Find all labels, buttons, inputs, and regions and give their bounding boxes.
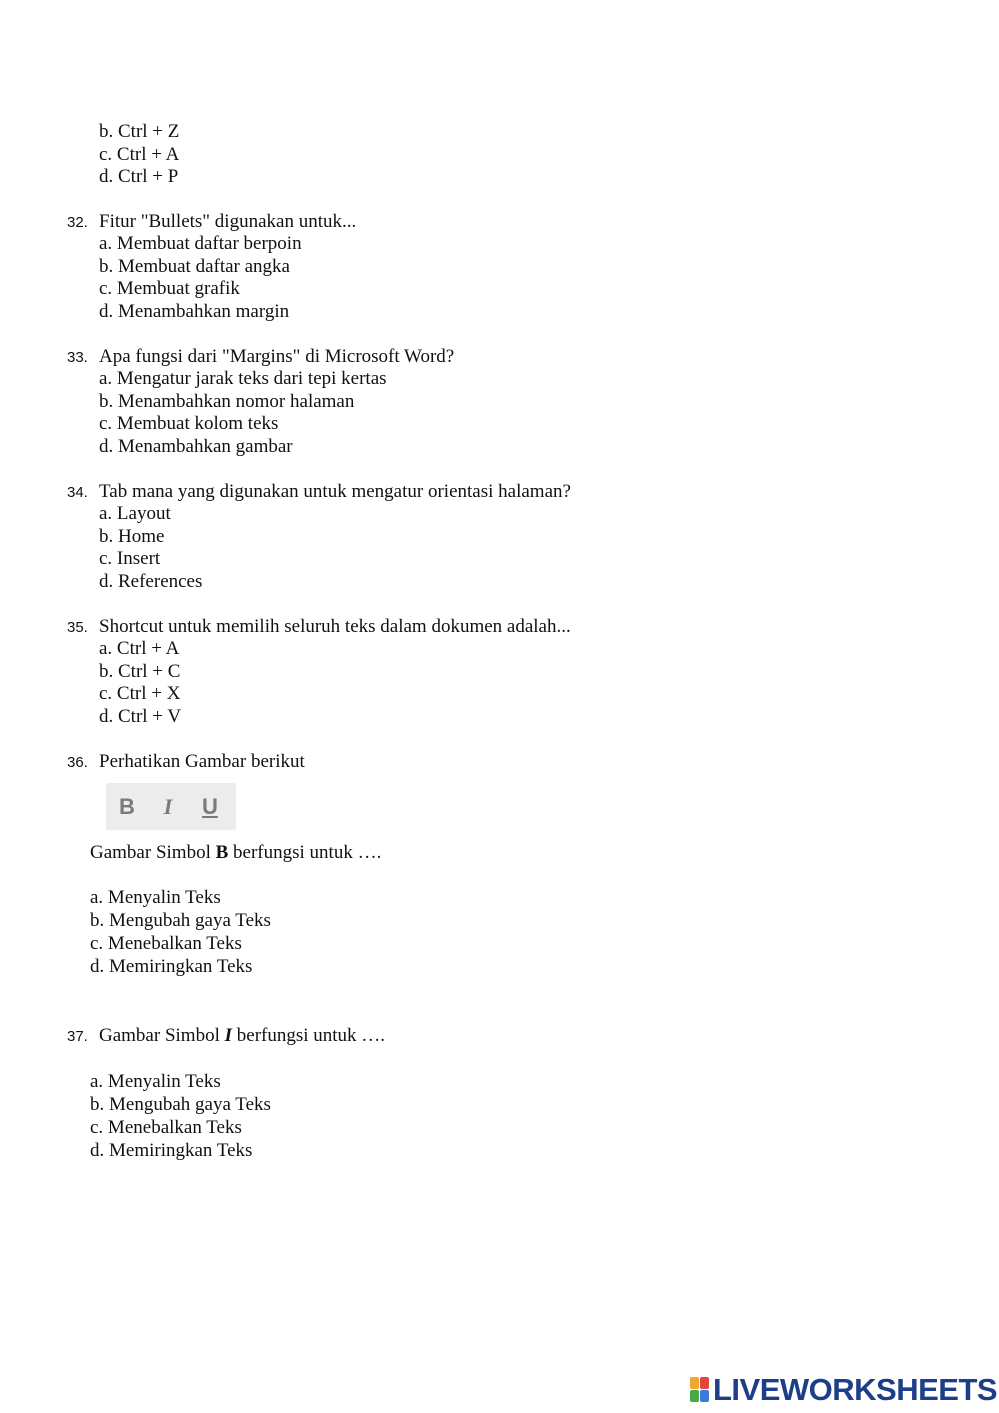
option: a. Membuat daftar berpoin: [99, 233, 302, 254]
question-prompt: Gambar Simbol B berfungsi untuk ….: [90, 842, 382, 863]
option: c. Menebalkan Teks: [90, 933, 242, 954]
logo-icon: [690, 1377, 710, 1403]
option: d. Memiringkan Teks: [90, 1140, 253, 1161]
option: a. Mengatur jarak teks dari tepi kertas: [99, 368, 387, 389]
question-number: 36.: [67, 754, 88, 771]
liveworksheets-logo: [690, 1374, 997, 1406]
option: c. Ctrl + A: [99, 144, 180, 165]
question-number: 33.: [67, 349, 88, 366]
question-number: 35.: [67, 619, 88, 636]
option: b. Ctrl + C: [99, 661, 181, 682]
option: d. References: [99, 571, 203, 592]
option: c. Ctrl + X: [99, 683, 181, 704]
option: a. Menyalin Teks: [90, 887, 221, 908]
question-text: Tab mana yang digunakan untuk mengatur orientasi halaman?: [99, 481, 571, 502]
option: b. Membuat daftar angka: [99, 256, 290, 277]
bold-icon: B: [119, 794, 135, 819]
option: d. Ctrl + P: [99, 166, 179, 187]
question-text: Perhatikan Gambar berikut: [99, 751, 305, 772]
option: b. Mengubah gaya Teks: [90, 910, 271, 931]
option: c. Insert: [99, 548, 161, 569]
underline-icon: U: [202, 794, 218, 819]
option: b. Mengubah gaya Teks: [90, 1094, 271, 1115]
question-number: 32.: [67, 214, 88, 231]
option: c. Menebalkan Teks: [90, 1117, 242, 1138]
logo-text: LIVEWORKSHEETS: [713, 1372, 998, 1407]
option: d. Memiringkan Teks: [90, 956, 253, 977]
option: b. Home: [99, 526, 165, 547]
question-text: Fitur "Bullets" digunakan untuk...: [99, 211, 357, 232]
option: c. Membuat grafik: [99, 278, 240, 299]
option: d. Menambahkan margin: [99, 301, 290, 322]
question-text: Shortcut untuk memilih seluruh teks dalam dokumen adalah...: [99, 616, 571, 637]
option: d. Menambahkan gambar: [99, 436, 293, 457]
question-text: Apa fungsi dari "Margins" di Microsoft Word?: [99, 346, 455, 367]
option: d. Ctrl + V: [99, 706, 182, 727]
option: b. Menambahkan nomor halaman: [99, 391, 355, 412]
formatting-toolbar-image: [106, 783, 236, 830]
option: a. Menyalin Teks: [90, 1071, 221, 1092]
question-number: 34.: [67, 484, 88, 501]
question-number: 37.: [67, 1028, 88, 1045]
italic-icon: I: [163, 794, 173, 819]
question-text: Gambar Simbol I berfungsi untuk ….: [99, 1025, 386, 1046]
option: b. Ctrl + Z: [99, 121, 180, 142]
option: a. Ctrl + A: [99, 638, 180, 659]
option: a. Layout: [99, 503, 171, 524]
option: c. Membuat kolom teks: [99, 413, 279, 434]
